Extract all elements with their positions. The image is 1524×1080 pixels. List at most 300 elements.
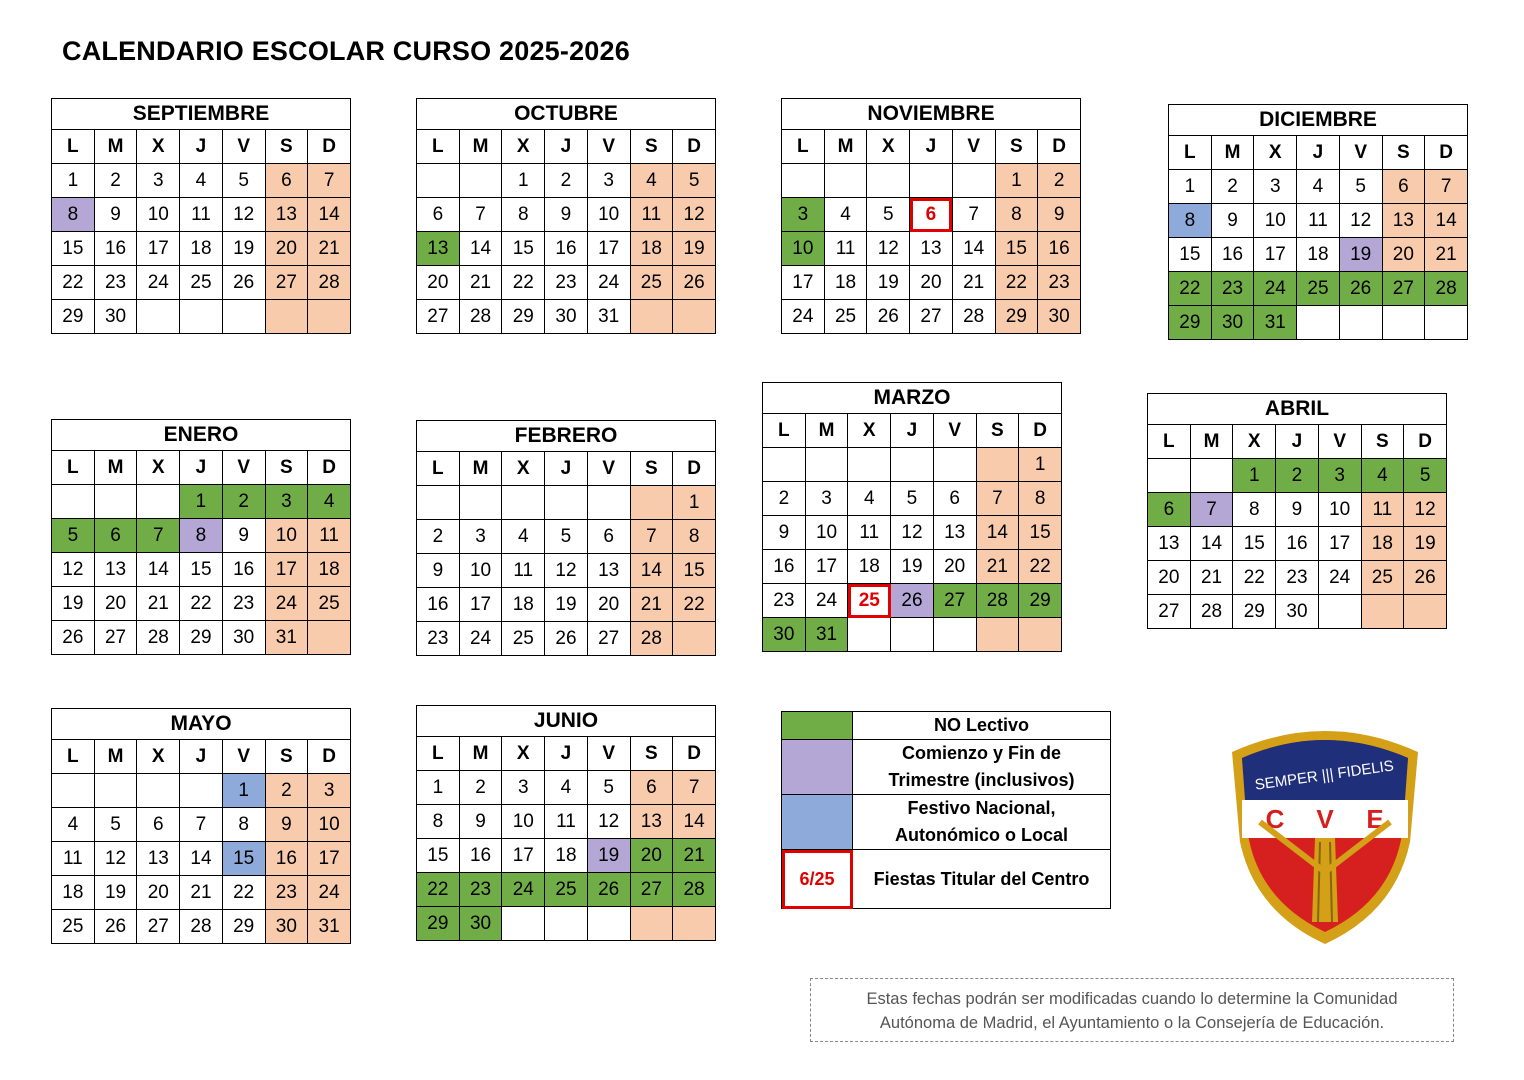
empty-cell [587, 907, 630, 941]
day-cell: 11 [308, 519, 351, 553]
weekday-header: X [137, 740, 180, 774]
empty-cell [417, 164, 460, 198]
weekday-header: V [587, 130, 630, 164]
day-cell: 21 [137, 587, 180, 621]
day-cell: 11 [1361, 493, 1404, 527]
day-cell: 23 [1276, 561, 1319, 595]
day-cell: 7 [673, 771, 716, 805]
weekday-header: J [1276, 425, 1319, 459]
day-cell: 20 [1148, 561, 1191, 595]
day-cell: 11 [52, 842, 95, 876]
day-cell: 24 [502, 873, 545, 907]
disclaimer-note: Estas fechas podrán ser modificadas cuando lo determine la Comunidad Autónoma de Madrid, el Ayuntamiento o la Consejería de Educación. [810, 978, 1454, 1042]
day-cell: 2 [417, 520, 460, 554]
day-cell: 2 [222, 485, 265, 519]
month-name: ABRIL [1148, 394, 1447, 425]
day-cell: 22 [52, 266, 95, 300]
day-cell: 26 [673, 266, 716, 300]
empty-cell [1297, 306, 1340, 340]
day-cell: 22 [1233, 561, 1276, 595]
day-cell: 1 [673, 486, 716, 520]
weekday-header: V [222, 451, 265, 485]
empty-cell [1318, 595, 1361, 629]
day-cell: 2 [94, 164, 137, 198]
day-cell: 11 [848, 516, 891, 550]
weekday-header: M [459, 452, 502, 486]
day-cell: 13 [630, 805, 673, 839]
day-cell: 16 [222, 553, 265, 587]
day-cell: 10 [502, 805, 545, 839]
day-cell: 28 [952, 300, 995, 334]
weekday-header: S [630, 130, 673, 164]
weekday-header: L [763, 414, 806, 448]
empty-cell [976, 448, 1019, 482]
day-cell: 6 [1148, 493, 1191, 527]
day-cell: 3 [782, 198, 825, 232]
legend-festivo-swatch [782, 795, 853, 850]
weekday-header: X [502, 737, 545, 771]
legend-titular-sample: 6/25 [782, 850, 853, 909]
day-cell: 16 [1276, 527, 1319, 561]
day-cell: 20 [910, 266, 953, 300]
month-name: MARZO [763, 383, 1062, 414]
weekday-header: X [848, 414, 891, 448]
day-cell: 25 [630, 266, 673, 300]
empty-cell [848, 448, 891, 482]
weekday-header: S [265, 740, 308, 774]
weekday-header: D [308, 740, 351, 774]
day-cell: 20 [933, 550, 976, 584]
empty-cell [459, 164, 502, 198]
day-cell: 21 [673, 839, 716, 873]
day-cell: 2 [1276, 459, 1319, 493]
day-cell: 11 [1297, 204, 1340, 238]
day-cell: 6 [265, 164, 308, 198]
weekday-header: L [52, 451, 95, 485]
day-cell: 4 [1297, 170, 1340, 204]
day-cell: 17 [308, 842, 351, 876]
day-cell: 11 [545, 805, 588, 839]
day-cell: 22 [180, 587, 223, 621]
day-cell: 31 [805, 618, 848, 652]
day-cell: 3 [587, 164, 630, 198]
day-cell: 1 [1233, 459, 1276, 493]
day-cell: 14 [1190, 527, 1233, 561]
day-cell: 21 [952, 266, 995, 300]
day-cell: 3 [1254, 170, 1297, 204]
weekday-header: L [417, 130, 460, 164]
day-cell: 14 [673, 805, 716, 839]
day-cell: 10 [782, 232, 825, 266]
weekday-header: M [805, 414, 848, 448]
day-cell: 1 [417, 771, 460, 805]
day-cell: 23 [1211, 272, 1254, 306]
weekday-header: L [52, 740, 95, 774]
day-cell: 26 [52, 621, 95, 655]
day-cell: 11 [824, 232, 867, 266]
day-cell: 4 [52, 808, 95, 842]
legend-trimestre-swatch [782, 740, 853, 795]
day-cell: 29 [52, 300, 95, 334]
day-cell: 26 [1404, 561, 1447, 595]
day-cell: 28 [137, 621, 180, 655]
day-cell: 8 [502, 198, 545, 232]
day-cell: 30 [222, 621, 265, 655]
weekday-header: M [94, 130, 137, 164]
day-cell: 27 [1382, 272, 1425, 306]
legend-festivo-label: Festivo Nacional, Autonómico o Local [853, 795, 1111, 850]
day-cell: 15 [673, 554, 716, 588]
day-cell: 27 [630, 873, 673, 907]
day-cell: 8 [222, 808, 265, 842]
day-cell: 1 [52, 164, 95, 198]
day-cell: 22 [1169, 272, 1212, 306]
day-cell: 24 [805, 584, 848, 618]
day-cell: 23 [763, 584, 806, 618]
day-cell: 29 [1019, 584, 1062, 618]
weekday-header: V [587, 452, 630, 486]
day-cell: 18 [502, 588, 545, 622]
empty-cell [630, 907, 673, 941]
day-cell: 12 [1339, 204, 1382, 238]
day-cell: 8 [995, 198, 1038, 232]
day-cell: 31 [308, 910, 351, 944]
day-cell: 3 [459, 520, 502, 554]
weekday-header: S [1382, 136, 1425, 170]
weekday-header: J [545, 452, 588, 486]
day-cell: 2 [763, 482, 806, 516]
day-cell: 28 [976, 584, 1019, 618]
weekday-header: J [180, 130, 223, 164]
day-cell: 12 [545, 554, 588, 588]
day-cell: 19 [52, 587, 95, 621]
weekday-header: V [952, 130, 995, 164]
day-cell: 19 [867, 266, 910, 300]
day-cell: 9 [417, 554, 460, 588]
day-cell: 17 [805, 550, 848, 584]
day-cell: 24 [1254, 272, 1297, 306]
day-cell: 3 [308, 774, 351, 808]
day-cell: 17 [587, 232, 630, 266]
day-cell: 3 [502, 771, 545, 805]
day-cell: 11 [502, 554, 545, 588]
day-cell: 25 [1297, 272, 1340, 306]
empty-cell [52, 774, 95, 808]
day-cell: 8 [1169, 204, 1212, 238]
day-cell: 23 [545, 266, 588, 300]
day-cell: 3 [805, 482, 848, 516]
day-cell: 22 [417, 873, 460, 907]
empty-cell [1148, 459, 1191, 493]
day-cell: 14 [1425, 204, 1468, 238]
day-cell: 7 [137, 519, 180, 553]
day-cell: 28 [630, 622, 673, 656]
day-cell: 17 [137, 232, 180, 266]
svg-text:E: E [1366, 804, 1384, 834]
day-cell: 16 [459, 839, 502, 873]
weekday-header: S [630, 737, 673, 771]
day-cell: 6 [630, 771, 673, 805]
day-cell: 27 [587, 622, 630, 656]
day-cell: 18 [848, 550, 891, 584]
month-junio [416, 705, 716, 941]
empty-cell [545, 907, 588, 941]
weekday-header: S [995, 130, 1038, 164]
day-cell: 10 [805, 516, 848, 550]
day-cell: 15 [1169, 238, 1212, 272]
empty-cell [910, 164, 953, 198]
empty-cell [867, 164, 910, 198]
day-cell: 11 [630, 198, 673, 232]
day-cell: 19 [587, 839, 630, 873]
legend-no-lectivo-label: NO Lectivo [853, 712, 1111, 740]
day-cell: 12 [1404, 493, 1447, 527]
day-cell: 13 [265, 198, 308, 232]
day-cell: 15 [417, 839, 460, 873]
month-diciembre [1168, 104, 1468, 340]
svg-text:V: V [1316, 804, 1334, 834]
empty-cell [630, 300, 673, 334]
day-cell: 20 [630, 839, 673, 873]
day-cell: 8 [673, 520, 716, 554]
day-cell: 9 [763, 516, 806, 550]
school-logo-icon [1220, 722, 1430, 952]
day-cell: 8 [52, 198, 95, 232]
empty-cell [673, 907, 716, 941]
empty-cell [222, 300, 265, 334]
day-cell: 24 [587, 266, 630, 300]
empty-cell [308, 300, 351, 334]
weekday-header: D [1425, 136, 1468, 170]
day-cell: 6 [933, 482, 976, 516]
day-cell: 6 [587, 520, 630, 554]
day-cell: 22 [1019, 550, 1062, 584]
day-cell: 3 [137, 164, 180, 198]
day-cell: 9 [1211, 204, 1254, 238]
month-name: ENERO [52, 420, 351, 451]
day-cell: 5 [52, 519, 95, 553]
month-name: DICIEMBRE [1169, 105, 1468, 136]
day-cell: 21 [976, 550, 1019, 584]
day-cell: 17 [502, 839, 545, 873]
day-cell: 9 [265, 808, 308, 842]
day-cell: 2 [265, 774, 308, 808]
empty-cell [1361, 595, 1404, 629]
day-cell: 7 [180, 808, 223, 842]
day-cell: 27 [933, 584, 976, 618]
day-cell: 6 [137, 808, 180, 842]
day-cell: 23 [459, 873, 502, 907]
day-cell: 22 [673, 588, 716, 622]
day-cell: 8 [180, 519, 223, 553]
day-cell: 17 [459, 588, 502, 622]
day-cell: 3 [265, 485, 308, 519]
empty-cell [52, 485, 95, 519]
day-cell: 31 [587, 300, 630, 334]
weekday-header: L [1169, 136, 1212, 170]
day-cell: 10 [308, 808, 351, 842]
day-cell: 7 [459, 198, 502, 232]
day-cell: 26 [587, 873, 630, 907]
day-cell: 2 [545, 164, 588, 198]
day-cell: 19 [1339, 238, 1382, 272]
day-cell: 13 [137, 842, 180, 876]
day-cell: 16 [1038, 232, 1081, 266]
day-cell: 29 [1233, 595, 1276, 629]
day-cell: 9 [545, 198, 588, 232]
day-cell: 8 [1019, 482, 1062, 516]
day-cell: 30 [459, 907, 502, 941]
legend-no-lectivo-swatch [782, 712, 853, 740]
day-cell: 7 [1190, 493, 1233, 527]
day-cell: 10 [1318, 493, 1361, 527]
weekday-header: X [137, 130, 180, 164]
day-cell: 6 [910, 198, 953, 232]
day-cell: 17 [782, 266, 825, 300]
empty-cell [805, 448, 848, 482]
weekday-header: X [137, 451, 180, 485]
empty-cell [976, 618, 1019, 652]
day-cell: 29 [417, 907, 460, 941]
weekday-header: L [1148, 425, 1191, 459]
day-cell: 26 [1339, 272, 1382, 306]
weekday-header: M [94, 740, 137, 774]
day-cell: 7 [1425, 170, 1468, 204]
day-cell: 10 [265, 519, 308, 553]
empty-cell [782, 164, 825, 198]
day-cell: 7 [308, 164, 351, 198]
day-cell: 18 [308, 553, 351, 587]
empty-cell [848, 618, 891, 652]
day-cell: 9 [222, 519, 265, 553]
day-cell: 28 [180, 910, 223, 944]
day-cell: 22 [502, 266, 545, 300]
day-cell: 16 [417, 588, 460, 622]
month-name: SEPTIEMBRE [52, 99, 351, 130]
weekday-header: M [1190, 425, 1233, 459]
day-cell: 19 [222, 232, 265, 266]
day-cell: 24 [459, 622, 502, 656]
day-cell: 24 [137, 266, 180, 300]
empty-cell [933, 618, 976, 652]
weekday-header: D [1038, 130, 1081, 164]
day-cell: 24 [308, 876, 351, 910]
empty-cell [673, 622, 716, 656]
day-cell: 6 [417, 198, 460, 232]
day-cell: 19 [94, 876, 137, 910]
empty-cell [1019, 618, 1062, 652]
day-cell: 20 [417, 266, 460, 300]
day-cell: 2 [1211, 170, 1254, 204]
day-cell: 2 [1038, 164, 1081, 198]
empty-cell [417, 486, 460, 520]
day-cell: 26 [94, 910, 137, 944]
day-cell: 31 [265, 621, 308, 655]
day-cell: 14 [630, 554, 673, 588]
day-cell: 5 [673, 164, 716, 198]
day-cell: 26 [222, 266, 265, 300]
weekday-header: J [180, 451, 223, 485]
month-marzo [762, 382, 1062, 652]
empty-cell [1425, 306, 1468, 340]
day-cell: 27 [417, 300, 460, 334]
day-cell: 5 [867, 198, 910, 232]
day-cell: 4 [848, 482, 891, 516]
day-cell: 19 [545, 588, 588, 622]
day-cell: 12 [52, 553, 95, 587]
weekday-header: L [417, 737, 460, 771]
day-cell: 25 [52, 910, 95, 944]
month-noviembre [781, 98, 1081, 334]
day-cell: 29 [180, 621, 223, 655]
day-cell: 9 [1276, 493, 1319, 527]
day-cell: 4 [1361, 459, 1404, 493]
empty-cell [630, 486, 673, 520]
weekday-header: L [417, 452, 460, 486]
weekday-header: J [545, 130, 588, 164]
day-cell: 9 [1038, 198, 1081, 232]
weekday-header: J [1297, 136, 1340, 170]
empty-cell [94, 485, 137, 519]
day-cell: 16 [94, 232, 137, 266]
day-cell: 1 [502, 164, 545, 198]
day-cell: 17 [1318, 527, 1361, 561]
day-cell: 15 [180, 553, 223, 587]
empty-cell [545, 486, 588, 520]
day-cell: 30 [763, 618, 806, 652]
empty-cell [824, 164, 867, 198]
weekday-header: S [1361, 425, 1404, 459]
day-cell: 28 [459, 300, 502, 334]
weekday-header: D [673, 130, 716, 164]
day-cell: 21 [1190, 561, 1233, 595]
day-cell: 26 [891, 584, 934, 618]
day-cell: 23 [222, 587, 265, 621]
day-cell: 18 [630, 232, 673, 266]
day-cell: 30 [545, 300, 588, 334]
day-cell: 17 [265, 553, 308, 587]
day-cell: 16 [1211, 238, 1254, 272]
day-cell: 30 [1276, 595, 1319, 629]
empty-cell [587, 486, 630, 520]
empty-cell [891, 448, 934, 482]
day-cell: 29 [995, 300, 1038, 334]
day-cell: 30 [1211, 306, 1254, 340]
day-cell: 5 [891, 482, 934, 516]
weekday-header: V [1339, 136, 1382, 170]
day-cell: 18 [1361, 527, 1404, 561]
weekday-header: D [308, 451, 351, 485]
day-cell: 21 [1425, 238, 1468, 272]
day-cell: 25 [848, 584, 891, 618]
day-cell: 20 [94, 587, 137, 621]
day-cell: 13 [587, 554, 630, 588]
empty-cell [1404, 595, 1447, 629]
day-cell: 21 [308, 232, 351, 266]
empty-cell [1339, 306, 1382, 340]
empty-cell [180, 300, 223, 334]
weekday-header: X [1254, 136, 1297, 170]
legend-trimestre-label: Comienzo y Fin de Trimestre (inclusivos) [853, 740, 1111, 795]
day-cell: 1 [180, 485, 223, 519]
empty-cell [763, 448, 806, 482]
month-octubre [416, 98, 716, 334]
day-cell: 11 [180, 198, 223, 232]
empty-cell [308, 621, 351, 655]
day-cell: 25 [1361, 561, 1404, 595]
day-cell: 5 [222, 164, 265, 198]
weekday-header: J [545, 737, 588, 771]
